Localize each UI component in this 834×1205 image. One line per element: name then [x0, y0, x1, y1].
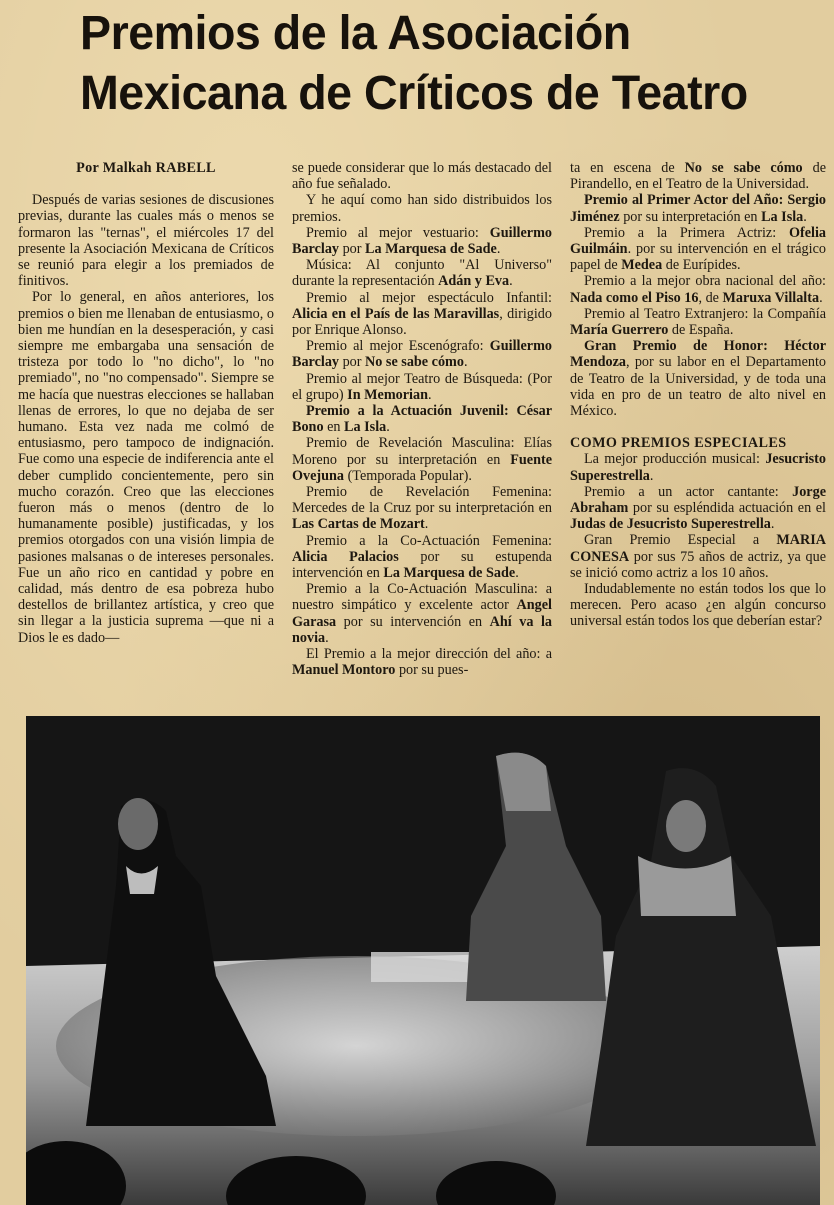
text-run: por	[339, 354, 366, 371]
award-paragraph	[570, 306, 826, 338]
headline	[80, 4, 798, 124]
award-paragraph	[570, 338, 826, 419]
text-run: El Premio a la mejor dirección del año: a	[306, 646, 552, 663]
bold-run: Adán y Eva	[438, 273, 510, 290]
bold-run: La Isla	[761, 208, 804, 225]
text-run: de España.	[668, 322, 734, 339]
column-3	[570, 160, 826, 630]
text-run: Premio a la mejor obra nacional del año:	[584, 273, 826, 290]
text-run: .	[424, 516, 429, 533]
text-run: Premio de Revelación Femenina: Mercedes de la Cruz por su interpretación en	[292, 484, 552, 517]
headline-line-2: Mexicana de Críticos de Teatro	[80, 67, 748, 120]
text-run: ta en escena de	[570, 160, 685, 176]
text-run: La mejor producción musical:	[584, 451, 766, 468]
bold-run: MARIA CONESA	[570, 532, 826, 565]
paragraph: Después de varias sesiones de discusiones previas, durante las cuales más o menos se formaron las "ternas", el miércoles 17 del presente la Asociación Mexicana de Críticos se reunió para elegir a los premiados de finitivos.	[18, 192, 274, 290]
award-paragraph	[570, 532, 826, 581]
bold-run: Guillermo Barclay	[292, 224, 552, 258]
text-run: por su interpretación en	[619, 208, 762, 225]
text-run: Premio a la Primera Actriz:	[584, 224, 789, 241]
text-run: Premio al mejor espectáculo Infantil:	[306, 289, 552, 306]
text-run: por	[339, 241, 366, 258]
text-run: Premio a la Co-Actuación Femenina:	[306, 532, 552, 549]
bold-run: La Marquesa de Sade	[365, 241, 497, 258]
award-paragraph	[570, 451, 826, 483]
award-list	[292, 225, 552, 679]
text-run: Premio a un actor cantante:	[584, 483, 793, 500]
text-run: Premio al mejor Escenógrafo:	[306, 338, 490, 355]
award-paragraph	[292, 435, 552, 484]
stage-photo-image	[26, 716, 820, 1205]
column-2	[292, 160, 552, 679]
bold-run: Premio a la Actuación Juvenil: César Bono	[292, 403, 552, 436]
headline-line-1: Premios de la Asociación	[80, 7, 631, 60]
text-run: .	[496, 241, 501, 258]
award-paragraph	[292, 371, 552, 403]
bold-run: Jorge Abraham	[570, 483, 826, 517]
text-run: .	[515, 565, 519, 582]
text-run: por sus 75 años de actriz, ya que se inició como actriz a los 10 años.	[570, 548, 826, 581]
text-run: .	[803, 208, 807, 225]
text-run: , dirigido por Enrique Alonso.	[292, 305, 552, 339]
text-run: , de	[698, 289, 723, 306]
paragraph-continued	[570, 160, 826, 192]
text-run: .	[325, 629, 329, 646]
stage-photo	[26, 716, 820, 1205]
award-paragraph	[570, 225, 826, 274]
bold-run: Guillermo Barclay	[292, 338, 552, 371]
text-run: , por su labor en el Departamento de Teatro de la Universidad, y de toda una vida en pro de un teatro de alto nivel en México.	[570, 354, 826, 420]
text-run: . por su intervención en el trágico papel de	[570, 241, 826, 274]
bold-run: Maruxa Villalta	[722, 289, 820, 306]
bold-run: Premio al Primer Actor del Año: Sergio Jiménez	[570, 192, 826, 225]
text-run: (Temporada Popular).	[344, 467, 472, 484]
bold-run: Gran Premio de Honor: Héctor Mendoza	[570, 338, 826, 371]
bold-run: María Guerrero	[570, 322, 669, 339]
award-paragraph	[292, 484, 552, 533]
text-run: por su intervención en	[336, 613, 490, 630]
bold-run: Angel Garasa	[292, 597, 552, 630]
award-list	[570, 192, 826, 419]
text-run: en	[323, 419, 345, 436]
column-1	[18, 160, 274, 646]
award-paragraph	[570, 581, 826, 630]
award-paragraph	[292, 257, 552, 289]
award-paragraph	[292, 581, 552, 646]
bold-run: Las Cartas de Mozart	[292, 516, 425, 533]
text-run: Gran Premio Especial a	[584, 532, 777, 549]
paragraph-continued: se puede considerar que lo más destacado del año fue señalado.	[292, 160, 552, 193]
text-run: .	[649, 467, 654, 484]
bold-run: Manuel Montoro	[292, 662, 396, 679]
paragraph: Por lo general, en años anteriores, los premios o bien me llenaban de entusiasmo, o bien me hundían en la desesperación, y casi siempre me embargaba una sensación de tristeza por todo lo "no dicho", lo "no premiado", no "no compensado". Siempre se me hacía que nuestras elecciones se hallaban llenas de errores, lo que no dejaba de ser humano. Esta vez nada me colmó de entusiasmo, pero tampoco de indignación. Fue como una especie de indiferencia ante el deber cumplido concientemente, pero sin mucho corazón. Creo que las elecciones fueron más o menos (dentro de lo humanamente posible) justificadas, y los premios otorgados con una visión limpia de pasiones malsanas o de intereses personales. Fue un año rico en cantidad y pobre en calidad, más dentro de esa pobreza hubo destellos de brillantez artística, y creo que sin llegar a la justicia suprema —que ni a Dios le es dado—	[18, 289, 274, 646]
text-run: .	[819, 289, 823, 306]
award-paragraph	[292, 646, 552, 678]
bold-run: Jesucristo Superestrella	[570, 451, 826, 484]
text-run: Premio de Revelación Masculina: Elías Moreno por su interpretación en	[292, 435, 552, 468]
award-paragraph	[570, 484, 826, 533]
bold-run: No se sabe cómo	[684, 160, 803, 176]
text-run: .	[386, 419, 390, 436]
bold-run: Fuente Ovejuna	[292, 451, 552, 484]
text-run: Premio al Teatro Extranjero: la Compañía	[584, 305, 826, 322]
bold-run: La Marquesa de Sade	[383, 565, 516, 582]
bold-run: Alicia Palacios	[292, 548, 399, 565]
text-run: .	[770, 516, 775, 533]
section-subhead: COMO PREMIOS ESPECIALES	[570, 435, 787, 452]
award-paragraph	[292, 403, 552, 435]
text-run: por su estupenda intervención en	[292, 548, 552, 582]
bold-run: Ofelia Guilmáin	[570, 224, 826, 258]
text-run: .	[463, 354, 468, 371]
bold-run: No se sabe cómo	[365, 354, 464, 371]
award-paragraph	[570, 273, 826, 305]
special-award-list	[570, 451, 826, 629]
text-run: Premio al mejor vestuario:	[306, 224, 490, 241]
text-run: Indudablemente no están todos los que lo merecen. Pero acaso ¿en algún concurso universal están todos los que deberían estar?	[570, 581, 826, 630]
bold-run: La Isla	[344, 419, 387, 436]
award-paragraph	[292, 533, 552, 582]
text-run: por su espléndida actuación en el	[628, 500, 826, 517]
bold-run: Ahí va la novia	[292, 613, 552, 646]
award-paragraph	[292, 338, 552, 370]
bold-run: Alicia en el País de las Maravillas	[292, 305, 500, 322]
text-run: Premio a la Co-Actuación Masculina: a nuestro simpático y excelente actor	[292, 581, 552, 614]
bold-run: In Memorian	[347, 386, 428, 403]
award-paragraph	[570, 192, 826, 224]
text-run: .	[509, 273, 513, 290]
bold-run: Judas de Jesucristo Superestrella	[570, 516, 771, 533]
text-run: Premio al mejor Teatro de Búsqueda: (Por el grupo)	[292, 370, 552, 403]
text-run: de Pirandello, en el Teatro de la Universidad.	[570, 160, 826, 193]
text-run: de Eurípides.	[662, 257, 741, 274]
bold-run: Medea	[621, 257, 663, 274]
award-paragraph	[292, 225, 552, 257]
text-run: por su pues-	[395, 662, 469, 679]
text-run: Música: Al conjunto "Al Universo" durante la representación	[292, 257, 552, 290]
byline: Por Malkah RABELL	[76, 160, 216, 176]
paragraph: Y he aquí como han sido distribuidos los premios.	[292, 192, 552, 225]
bold-run: Nada como el Piso 16	[570, 289, 699, 306]
award-paragraph	[292, 290, 552, 339]
text-run: .	[427, 386, 432, 403]
